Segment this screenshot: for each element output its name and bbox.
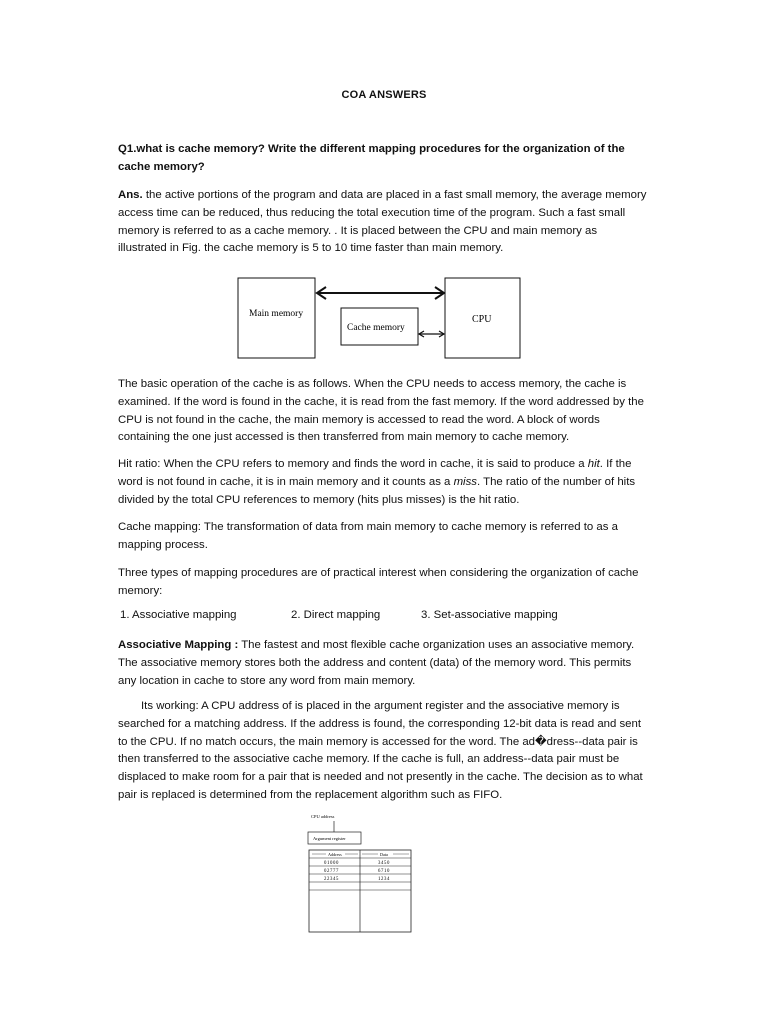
hit-ratio-text: Hit ratio: When the CPU refers to memory and finds the word in cache, it is said to produce a bbox=[118, 458, 588, 470]
data-cell: 3450 bbox=[378, 861, 390, 866]
cpu-address-label: CPU address bbox=[311, 814, 335, 819]
mapping-types-list bbox=[120, 609, 650, 627]
hit-ratio-text: . The ratio of the number of hits divided by the total CPU references to memory (hits plus misses) is the hit ratio. bbox=[118, 475, 636, 506]
mapping-type-item: 2. Direct mapping bbox=[291, 609, 381, 621]
associative-mapping-text: The fastest and most flexible cache organization uses an associative memory. The associative memory stores both the address and content (data) of the memory word. This permits any location in cache to store any word from main memory. bbox=[118, 639, 635, 687]
argument-register-label: Argument register bbox=[313, 836, 346, 841]
three-types-paragraph: Three types of mapping procedures are of practical interest when considering the organization of cache memory: bbox=[118, 567, 639, 597]
address-cell: 01000 bbox=[324, 861, 339, 866]
miss-term: miss bbox=[453, 475, 477, 488]
cache-mapping-paragraph: Cache mapping: The transformation of data from main memory to cache memory is referred to as a mapping process. bbox=[118, 521, 618, 551]
associative-mapping-paragraph bbox=[118, 637, 648, 690]
address-cell: 02777 bbox=[324, 869, 339, 874]
data-cell: 6710 bbox=[378, 869, 390, 874]
data-cell: 1234 bbox=[378, 877, 390, 882]
address-header: Address bbox=[328, 852, 342, 857]
working-paragraph: Its working: A CPU address of is placed in the argument register and the associative memory is searched for a matching address. If the address is found, the corresponding 12-bit data is read and sent to the CPU. If no match occurs, the main memory is accessed for the word. The ad�dress--data pair is then transferred to the associative cache memory. If the cache is full, an address--data pair must be displaced to make room for a pair that is needed and not presently in the cache. The decision as to what pair is replaced is determined from the replacement algorithm such as FIFO. bbox=[118, 700, 643, 801]
basic-operation-paragraph: The basic operation of the cache is as follows. When the CPU needs to access memory, the cache is examined. If the word is found in the cache, it is read from the fast memory. If the word addressed by the CPU is not found in the cache, the main memory is accessed to read the word. A block of words containing the one just accessed is then transferred from main memory to cache memory. bbox=[118, 378, 644, 444]
mapping-type-item: 1. Associative mapping bbox=[120, 609, 237, 621]
data-header: Data bbox=[380, 852, 388, 857]
mapping-type-item: 3. Set-associative mapping bbox=[421, 609, 558, 621]
hit-ratio-text: . If the word is not found in cache, it is in main memory and it counts as a bbox=[118, 458, 632, 488]
page-title: COA ANSWERS bbox=[341, 89, 427, 101]
address-cell: 22345 bbox=[324, 877, 339, 882]
associative-memory-diagram bbox=[300, 810, 420, 938]
cache-diagram bbox=[0, 0, 768, 380]
answer-text: the active portions of the program and data are placed in a fast small memory, the average memory access time can be reduced, thus reducing the total execution time of the program. Such a fast small memory is referred to as a cache memory. . It is placed between the CPU and main memory as illustrated in Fig. the cache memory is 5 to 10 time faster than main memory. bbox=[118, 189, 647, 255]
associative-mapping-label: Associative Mapping : bbox=[118, 639, 239, 651]
hit-ratio-paragraph bbox=[118, 456, 648, 509]
cache-memory-label: Cache memory bbox=[347, 323, 405, 333]
main-memory-label: Main memory bbox=[249, 309, 304, 319]
cpu-label: CPU bbox=[472, 314, 492, 325]
hit-term: hit bbox=[587, 458, 600, 470]
question-heading: Q1.what is cache memory? Write the different mapping procedures for the organization of the cache memory? bbox=[118, 143, 625, 173]
answer-label: Ans. bbox=[118, 189, 143, 201]
